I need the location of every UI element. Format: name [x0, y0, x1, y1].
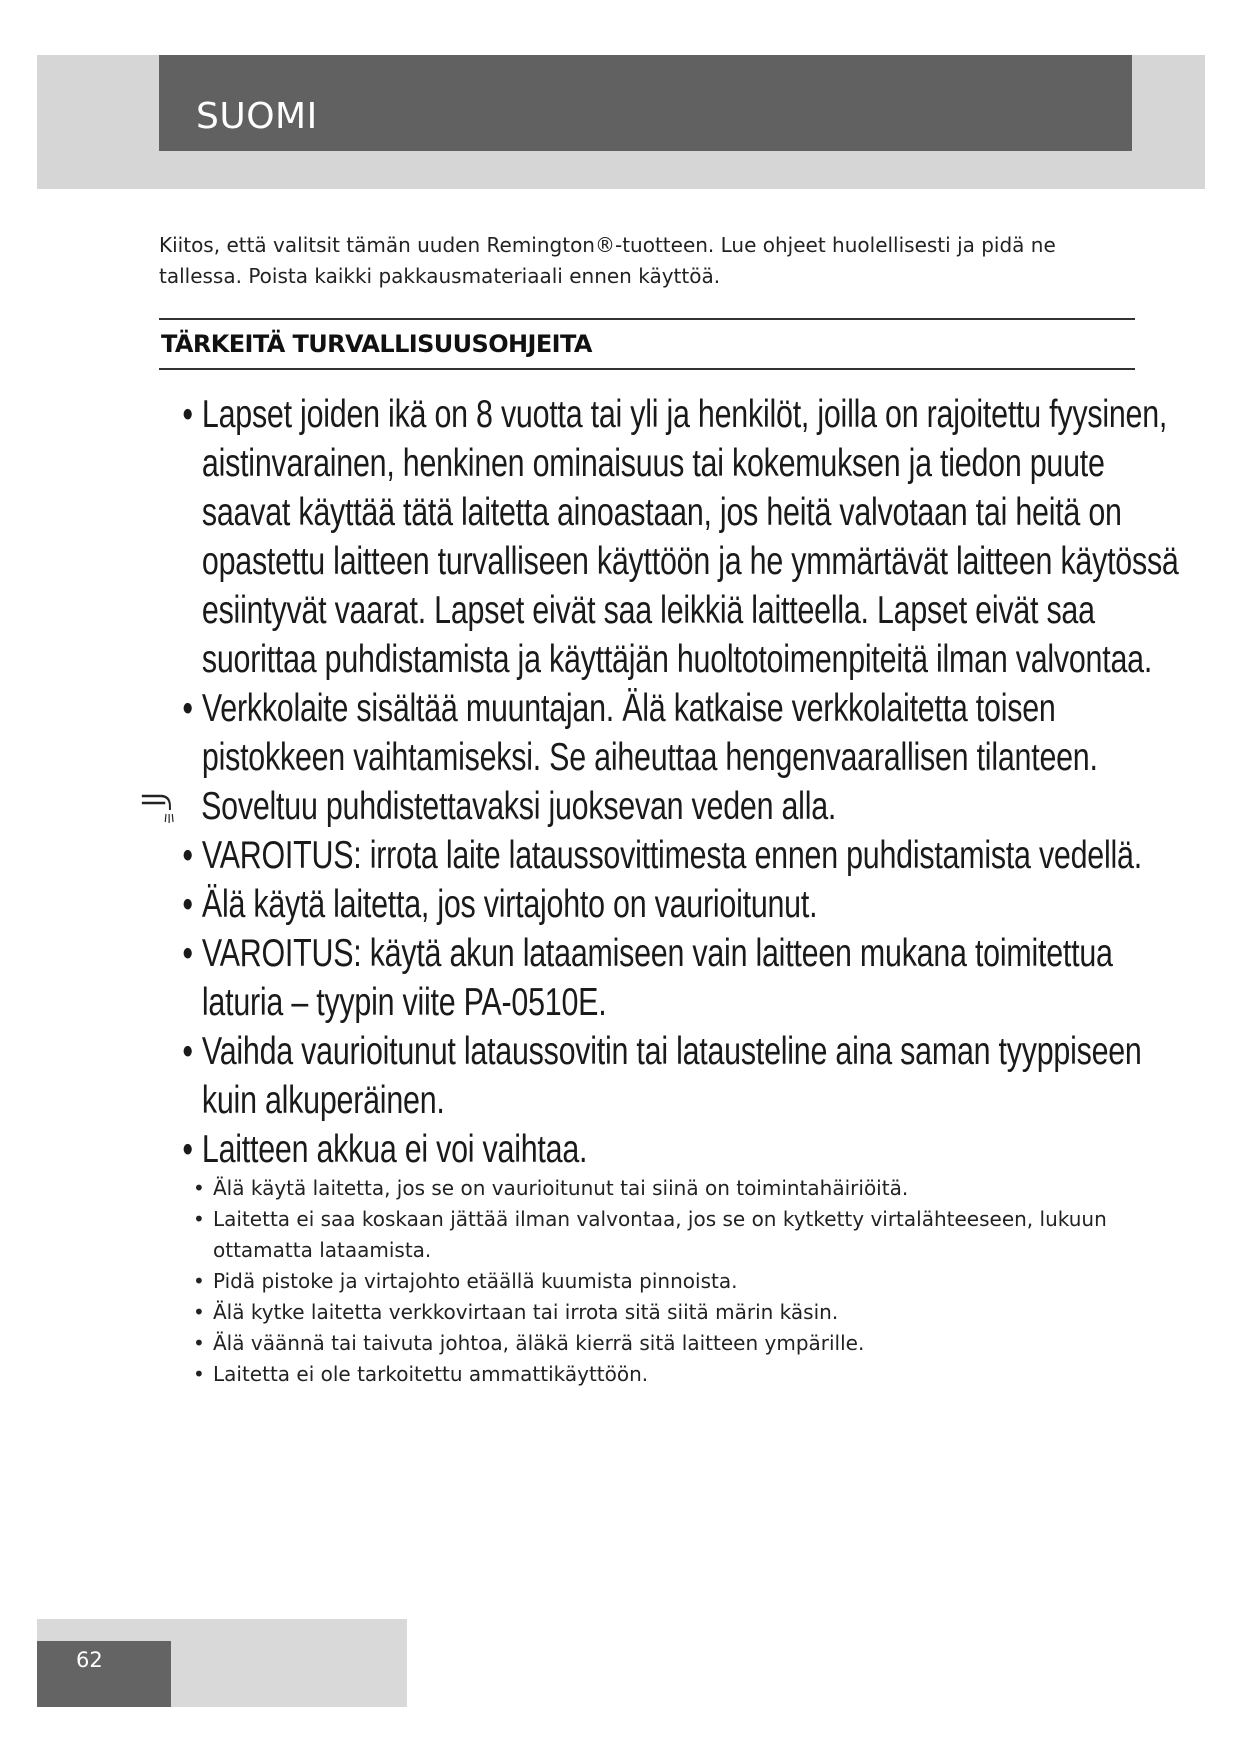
list-item	[159, 1173, 1119, 1204]
list-item-tap	[159, 782, 1162, 831]
list-item	[159, 684, 1182, 782]
list-item	[159, 831, 1182, 880]
list-item-text: Verkkolaite sisältää muuntajan. Älä katkaise verkkolaitetta toisen pistokkeen vaihtamiseksi. Se aiheuttaa hengenvaarallisen tilanteen.	[201, 687, 1098, 779]
list-item-text: Lapset joiden ikä on 8 vuotta tai yli ja henkilöt, joilla on rajoitettu fyysinen, aistinvarainen, henkinen ominaisuus tai kokemuksen ja tiedon puute saavat käyttää tätä laitetta ainoastaan, jos heitä valvotaan tai heitä on opastettu laitteen turvalliseen käyttöön ja he ymmärtävät laitteen käytössä esiintyvät vaarat. Lapset eivät saa leikkiä laitteella. Lapset eivät saa suorittaa puhdistamista ja käyttäjän huoltotoimenpiteitä ilman valvontaa.	[201, 393, 1179, 681]
list-item	[159, 1328, 1119, 1359]
safety-list-small	[159, 1173, 1119, 1390]
tap-water-icon	[140, 790, 177, 826]
list-item	[159, 1027, 1182, 1125]
bullet: •	[182, 834, 193, 877]
bullet: •	[182, 932, 193, 975]
intro-paragraph: Kiitos, että valitsit tämän uuden Remington®-tuotteen. Lue ohjeet huolellisesti ja pidä ne tallessa. Poista kaikki pakkausmateriaali ennen käyttöä.	[159, 233, 1056, 288]
bullet: •	[193, 1362, 205, 1386]
bullet: •	[193, 1176, 205, 1200]
footer-tab	[37, 1641, 171, 1707]
list-item-text: Soveltuu puhdistettavaksi juoksevan veden alla.	[201, 785, 837, 828]
list-item	[159, 1125, 1182, 1174]
safety-list-large	[159, 390, 1179, 1174]
list-item-text: Laitteen akkua ei voi vaihtaa.	[201, 1128, 588, 1171]
bullet: •	[182, 1030, 193, 1073]
bullet: •	[182, 1128, 193, 1171]
bullet: •	[193, 1300, 205, 1324]
bullet: •	[182, 883, 193, 926]
language-title: SUOMI	[196, 96, 318, 137]
bullet: •	[193, 1207, 205, 1231]
list-item	[159, 929, 1182, 1027]
list-item-text: Laitetta ei ole tarkoitettu ammattikäyttöön.	[213, 1362, 649, 1386]
bullet: •	[182, 687, 193, 730]
section-rule-top	[159, 318, 1135, 320]
bullet: •	[182, 393, 193, 436]
section-heading: TÄRKEITÄ TURVALLISUUSOHJEITA	[161, 330, 592, 358]
list-item-text: Laitetta ei saa koskaan jättää ilman valvontaa, jos se on kytketty virtalähteeseen, lukuun ottamatta lataamista.	[213, 1207, 1107, 1262]
list-item-text: Älä käytä laitetta, jos virtajohto on vaurioitunut.	[201, 883, 818, 926]
list-item-text: Älä kytke laitetta verkkovirtaan tai irrota sitä siitä märin käsin.	[213, 1300, 839, 1324]
page-number: 62	[76, 1648, 103, 1672]
bullet: •	[193, 1331, 205, 1355]
list-item	[159, 390, 1182, 684]
list-item-text: Älä käytä laitetta, jos se on vaurioitunut tai siinä on toimintahäiriöitä.	[213, 1176, 909, 1200]
list-item	[159, 1297, 1119, 1328]
list-item	[159, 1359, 1119, 1390]
list-item-text: Pidä pistoke ja virtajohto etäällä kuumista pinnoista.	[213, 1269, 738, 1293]
list-item	[159, 1266, 1119, 1297]
list-item	[159, 1204, 1119, 1266]
list-item-text: Älä väännä tai taivuta johtoa, äläkä kierrä sitä laitteen ympärille.	[213, 1331, 865, 1355]
list-item	[159, 880, 1182, 929]
list-item-text: VAROITUS: irrota laite lataussovittimesta ennen puhdistamista vedellä.	[201, 834, 1142, 877]
list-item-text: VAROITUS: käytä akun lataamiseen vain laitteen mukana toimitettua laturia – tyypin viite PA-0510E.	[201, 932, 1113, 1024]
list-item-text: Vaihda vaurioitunut lataussovitin tai latausteline aina saman tyyppiseen kuin alkuperäinen.	[201, 1030, 1142, 1122]
section-rule-bottom	[159, 368, 1135, 370]
bullet: •	[193, 1269, 205, 1293]
